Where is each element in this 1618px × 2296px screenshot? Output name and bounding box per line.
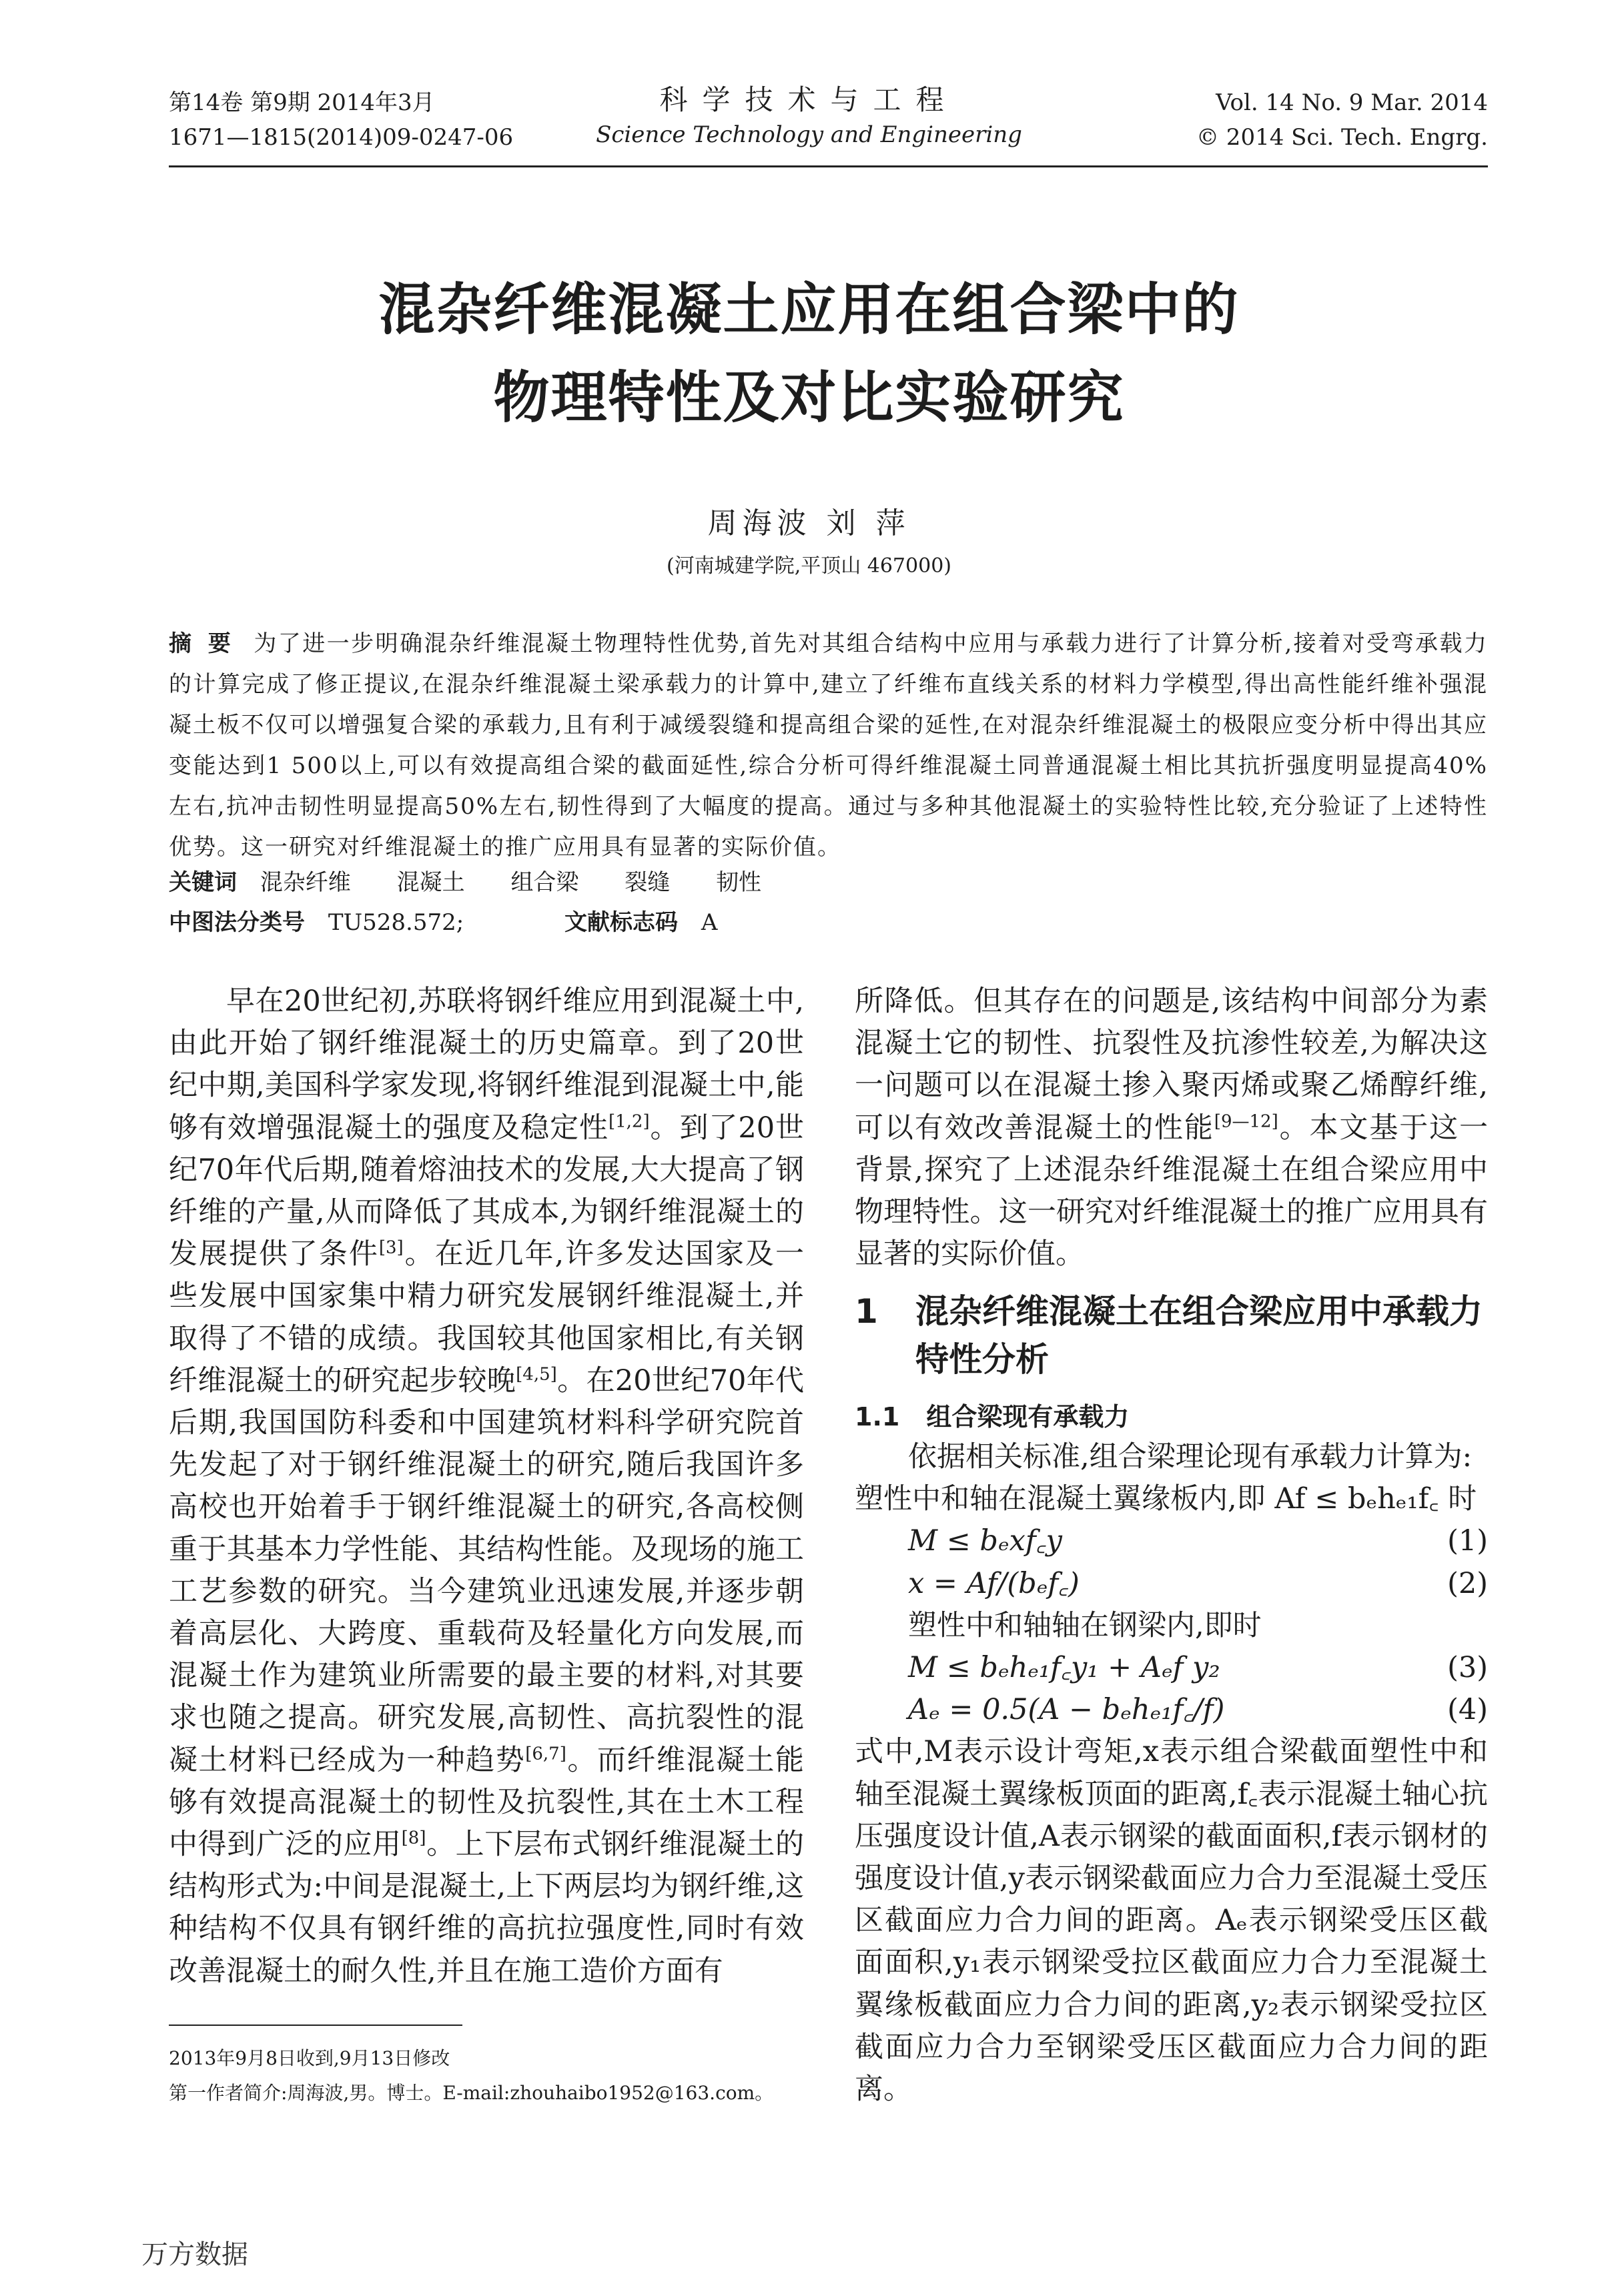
journal-name-cn: 科学技术与工程 [659, 83, 959, 116]
text-run: 所降低。但其存在的问题是,该结构中间部分为素混凝土它的韧性、抗裂性及抗渗性较差,为解决这一问题可以在混凝土掺入聚丙烯或聚乙烯醇纤维,可以有效改善混凝土的性能 [855, 985, 1488, 1145]
watermark: 万方数据 [141, 2239, 248, 2270]
section-heading: 混杂纤维混凝土在组合梁应用中承载力特性分析 [915, 1292, 1483, 1379]
article-title [0, 265, 1618, 442]
received-date: 2013年9月8日收到,9月13日修改 [169, 2047, 450, 2069]
citation: [4,5] [516, 1364, 557, 1385]
section-body [855, 1436, 1488, 2111]
doc-code-label: 文献标志码 [564, 909, 679, 936]
text-run: 。到了20世纪70年代后期,随着熔油技术的发展,大大提高了钢纤维的产量,从而降低了其成本,为钢纤维混凝土的发展提供了条件 [169, 1111, 805, 1271]
header-rule [169, 165, 1488, 167]
citation: [6,7] [525, 1744, 566, 1764]
text-run: 。上下层布式钢纤维混凝土的结构形式为:中间是混凝土,上下两层均为钢纤维,这种结构不仅具有钢纤维的高抗拉强度性,同时有效改善混凝土的耐久性,并且在施工造价方面有 [169, 1828, 805, 1988]
abstract-label: 摘 要 [169, 630, 236, 657]
citation: [9—12] [1214, 1111, 1278, 1132]
author-bio: 第一作者简介:周海波,男。博士。E-mail:zhouhaibo1952@163.com。 [169, 2082, 774, 2104]
section-number: 1 [855, 1292, 878, 1331]
body-right-column [855, 981, 1488, 1275]
journal-volume-en [1108, 85, 1488, 155]
keyword: 裂缝 [625, 869, 671, 896]
citation: [1,2] [608, 1111, 650, 1132]
formula-condition: 塑性中和轴在混凝土翼缘板内,即 Af ≤ bₑhₑ₁f꜀ 时 [855, 1482, 1477, 1516]
equation-4 [855, 1689, 1488, 1731]
journal-issue-en: Vol. 14 No. 9 Mar. 2014 [1216, 89, 1488, 116]
equation-1 [855, 1520, 1488, 1562]
equation-text: M ≤ bₑxf꜀y [908, 1524, 1062, 1558]
subsection-heading [855, 1397, 1129, 1437]
formula-condition-2: 塑性中和轴轴在钢梁内,即时 [908, 1608, 1262, 1642]
text-run: 早在20世纪初,苏联将钢纤维应用到混凝土中,由此开始了钢纤维混凝土的历史篇章。到了20世纪中期,美国科学家发现,将钢纤维混到混凝土中,能够有效增强混凝土的强度及稳定性 [169, 985, 804, 1145]
equation-2 [855, 1563, 1488, 1605]
keywords-label: 关键词 [169, 869, 237, 896]
equation-text: x = Af/(bₑf꜀) [908, 1566, 1080, 1600]
title-line-2: 物理特性及对比实验研究 [493, 365, 1125, 430]
body-left-column [169, 981, 804, 1992]
title-line-1: 混杂纤维混凝土应用在组合梁中的 [378, 277, 1240, 342]
text-run: 。而纤维混凝土能够有效提高混凝土的韧性及抗裂性,其在土木工程中得到广泛的应用 [169, 1743, 805, 1862]
equation-number: (2) [1447, 1566, 1488, 1600]
subsection-title: 组合梁现有承载力 [926, 1402, 1130, 1431]
authors: 周海波 刘 萍 [707, 506, 911, 540]
keyword: 混凝土 [396, 869, 465, 896]
intro-paragraph-continued [855, 981, 1488, 1275]
citation: [8] [401, 1828, 426, 1848]
equation-number: (3) [1447, 1650, 1488, 1684]
text-run: 。本文基于这一背景,探究了上述混杂纤维混凝土在组合梁应用中物理特性。这一研究对纤维混凝土的推广应用具有显著的实际价值。 [855, 1111, 1489, 1271]
formula-intro: 依据相关标准,组合梁理论现有承载力计算为: [908, 1440, 1473, 1474]
article-number: 1671—1815(2014)09-0247-06 [169, 124, 514, 151]
text-run: 。在20世纪70年代后期,我国国防科委和中国建筑材料科学研究院首先发起了对于钢纤维混凝土的研究,随后我国许多高校也开始着手于钢纤维混凝土的研究,各高校侧重于其基本力学性能、其结构性能。及现场的施工工艺参数的研究。当今建筑业迅速发展,并逐步朝着高层化、大跨度、重载荷及轻量化方向发展,而混凝土作为建筑业所需要的最主要的材料,对其要求也随之提高。研究发展,高韧性、高抗裂性的混凝土材料已经成为一种趋势 [169, 1363, 804, 1777]
keyword: 混杂纤维 [260, 869, 351, 896]
affiliation: (河南城建学院,平顶山 467000) [666, 554, 951, 578]
intro-paragraph [169, 981, 804, 1992]
abstract [169, 624, 1488, 868]
symbol-explanation: 式中,M表示设计弯矩,x表示组合梁截面塑性中和轴至混凝土翼缘板顶面的距离,f꜀表示混凝土轴心抗压强度设计值,A表示钢梁的截面面积,f表示钢材的强度设计值,y表示钢梁截面应力合力至混凝土受压区截面应力合力间的距离。Aₑ表示钢梁受压区截面面积,y₁表示钢梁受拉区截面应力合力至混凝土翼缘板截面应力合力间的距离,y₂表示钢梁受拉区截面应力合力至钢梁受压区截面应力合力间的距离。 [855, 1735, 1488, 2106]
equation-text: Aₑ = 0.5(A − bₑhₑ₁f꜀/f) [908, 1693, 1225, 1727]
journal-name-en: Science Technology and Engineering [596, 121, 1022, 148]
classification [169, 903, 717, 943]
keywords [169, 863, 800, 903]
footnote [169, 2041, 773, 2111]
equation-text: M ≤ bₑhₑ₁f꜀y₁ + Aₑf y₂ [908, 1650, 1220, 1684]
clc-value: TU528.572; [328, 909, 464, 936]
clc-label: 中图法分类号 [169, 909, 305, 936]
equation-number: (1) [1447, 1524, 1488, 1558]
keyword: 韧性 [716, 869, 762, 896]
abstract-text: 为了进一步明确混杂纤维混凝土物理特性优势,首先对其组合结构中应用与承载力进行了计算分析,接着对受弯承载力的计算完成了修正提议,在混杂纤维混凝土梁承载力的计算中,建立了纤维布直线关系的材料力学模型,得出高性能纤维补强混凝土板不仅可以增强复合梁的承载力,且有利于减缓裂缝和提高组合梁的延性,在对混杂纤维混凝土的极限应变分析中得出其应变能达到1 500以上,可以有效提高组合梁的截面延性,综合分析可得纤维混凝土同普通混凝土相比其抗折强度明显提高40%左右,抗冲击韧性明显提高50%左右,韧性得到了大幅度的提高。通过与多种其他混凝土的实验特性比较,充分验证了上述特性优势。这一研究对纤维混凝土的推广应用具有显著的实际价值。 [169, 630, 1488, 860]
doc-code-value: A [701, 909, 718, 936]
equation-3 [855, 1647, 1488, 1689]
text-run: 。在近几年,许多发达国家及一些发展中国家集中精力研究发展钢纤维混凝土,并取得了不错的成绩。我国较其他国家相比,有关钢纤维混凝土的研究起步较晚 [169, 1237, 804, 1397]
journal-issue: 第14卷 第9期 2014年3月 [169, 89, 435, 116]
citation: [3] [378, 1237, 404, 1258]
keyword: 组合梁 [510, 869, 579, 896]
footnote-rule [169, 2025, 462, 2026]
equation-number: (4) [1447, 1693, 1488, 1727]
subsection-number: 1.1 [855, 1402, 900, 1431]
copyright: © 2014 Sci. Tech. Engrg. [1196, 124, 1488, 151]
